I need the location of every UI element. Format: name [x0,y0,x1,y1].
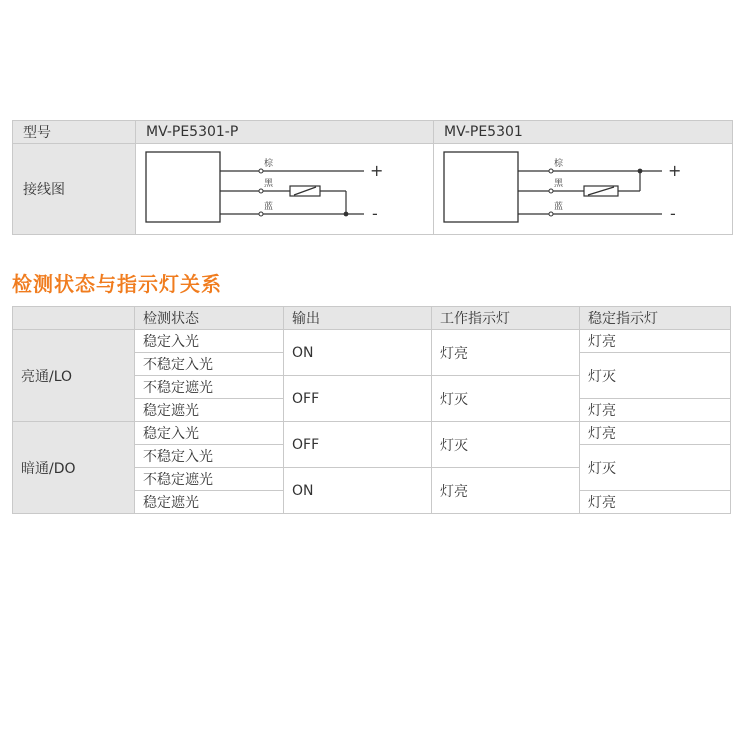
state-cell: 稳定入光 [135,330,284,353]
stable-light-cell: 灯亮 [580,330,731,353]
header-stable-light: 稳定指示灯 [580,307,731,330]
state-cell: 稳定入光 [135,422,284,445]
wire-blue-label: 蓝 [264,202,274,212]
header-output: 输出 [284,307,432,330]
state-cell: 稳定遮光 [135,399,284,422]
output-cell: OFF [284,376,432,422]
stable-light-cell: 灯灭 [580,353,731,399]
table-row [13,330,731,353]
wire-brown-label: 棕 [264,159,274,169]
mode-cell: 亮通/LO [13,330,135,422]
model-n: MV-PE5301 [434,121,733,144]
status-table [12,306,731,514]
wire-black-label-n: 黑 [554,179,564,189]
model-p: MV-PE5301-P [136,121,434,144]
wire-blue-label-n: 蓝 [554,202,564,212]
plus-label-n: + [668,161,682,180]
output-cell: ON [284,468,432,514]
mode-cell: 暗通/DO [13,422,135,514]
state-cell: 不稳定入光 [135,445,284,468]
stable-light-cell: 灯亮 [580,491,731,514]
work-light-cell: 灯亮 [432,330,580,376]
output-cell: OFF [284,422,432,468]
wiring-diagram-n [434,144,733,235]
header-detect-state: 检测状态 [135,307,284,330]
state-cell: 不稳定入光 [135,353,284,376]
stable-light-cell: 灯亮 [580,422,731,445]
stable-light-cell: 灯亮 [580,399,731,422]
work-light-cell: 灯灭 [432,376,580,422]
state-cell: 不稳定遮光 [135,376,284,399]
work-light-cell: 灯亮 [432,468,580,514]
wiring-table [12,120,733,235]
header-work-light: 工作指示灯 [432,307,580,330]
wiring-diagram-p [136,144,434,235]
header-blank [13,307,135,330]
table-row [13,422,731,445]
state-cell: 不稳定遮光 [135,468,284,491]
work-light-cell: 灯灭 [432,422,580,468]
state-cell: 稳定遮光 [135,491,284,514]
section-title: 检测状态与指示灯关系 [12,272,222,296]
minus-label: - [372,204,378,223]
plus-label: + [370,161,384,180]
output-cell: ON [284,330,432,376]
wire-brown-label-n: 棕 [554,159,564,169]
stable-light-cell: 灯灭 [580,445,731,491]
model-label: 型号 [13,121,136,144]
wire-black-label: 黑 [264,179,274,189]
wiring-label: 接线图 [13,144,136,235]
minus-label-n: - [670,204,676,223]
